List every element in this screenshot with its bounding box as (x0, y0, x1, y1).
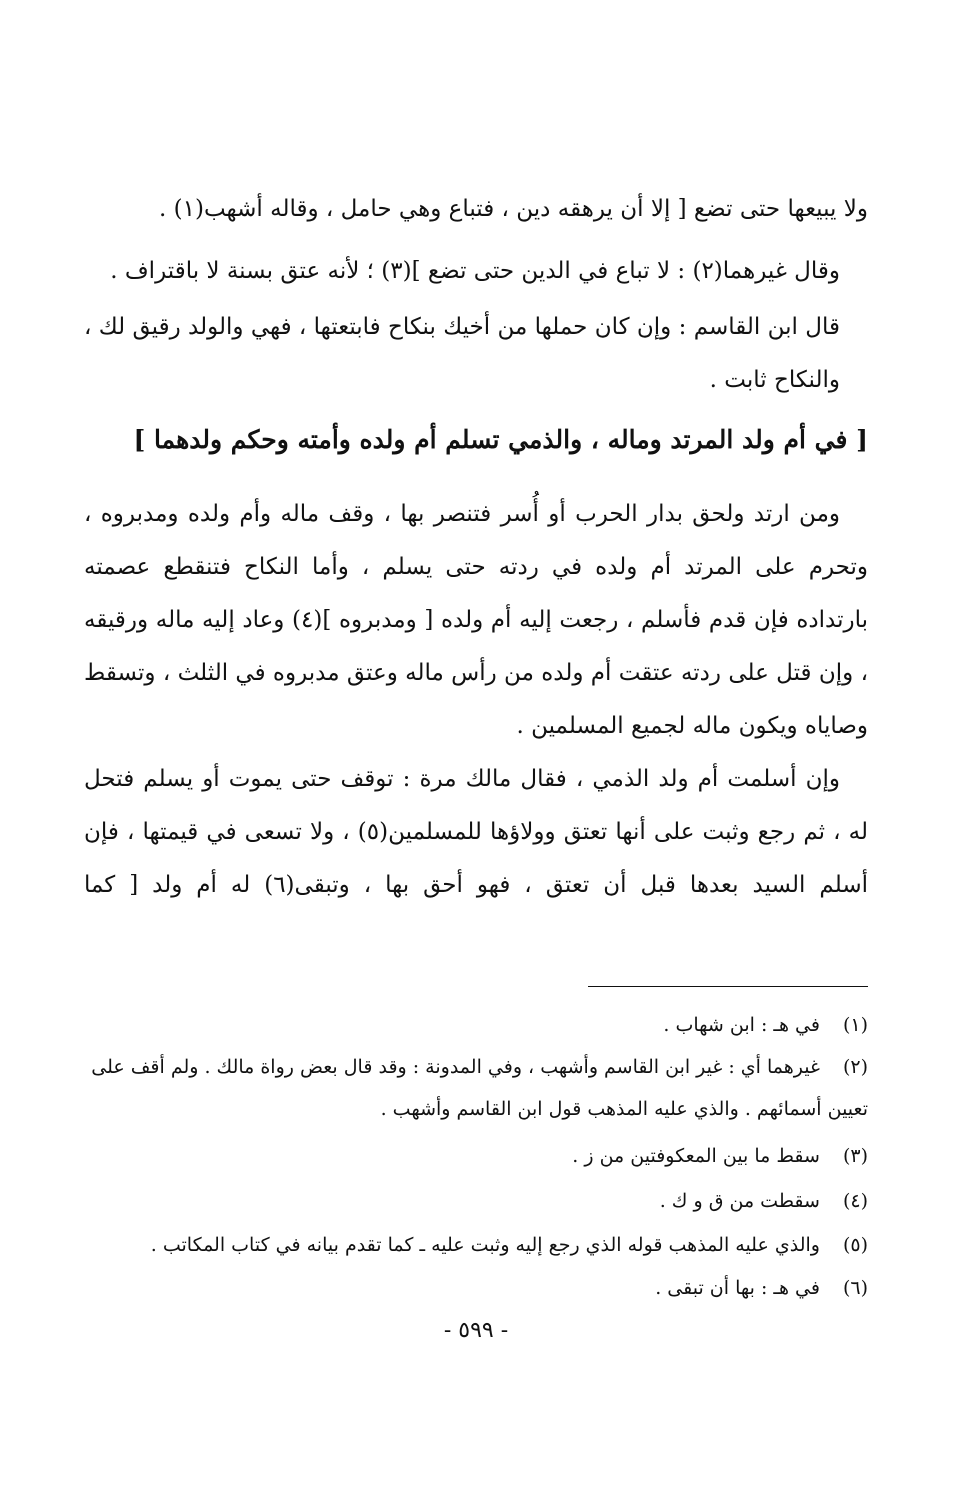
footnote-6 (84, 1267, 868, 1309)
section-heading: [ في أم ولد المرتد وماله ، والذمي تسلم أم ولده وأمته وحكم ولدهما ] (133, 425, 868, 454)
footnote-text: غيرهما أي : غير ابن القاسم وأشهب ، وفي المدونة : وقد قال بعض رواة مالك . ولم أقف على تعيين أسمائهم . والذي عليه المذهب قول ابن القاسم وأشهب . (91, 1056, 868, 1120)
footnote-number: (٥) (842, 1234, 868, 1256)
footnote-3 (84, 1135, 868, 1177)
footnote-number: (٣) (842, 1145, 868, 1167)
footnote-text: والذي عليه المذهب قوله الذي رجع إليه وثبت عليه ـ كما تقدم بيانه في كتاب المكاتب . (150, 1234, 820, 1256)
body-paragraph-1: ومن ارتد ولحق بدار الحرب أو أُسر فتنصر بها ، وقف ماله وأم ولده ومدبروه ، وتحرم على المرتد أم ولده في ردته حتى يسلم ، وأما النكاح فتنقطع عصمته بارتداده فإن قدم فأسلم ، رجعت إليه أم ولده [ ومدبروه ](٤) وعاد إليه ماله ورقيقه ، وإن قتل على ردته عتقت أم ولده من رأس ماله وعتق مدبروه في الثلث ، وتسقط وصاياه ويكون ماله لجميع المسلمين . (84, 501, 869, 739)
footnote-number: (٢) (842, 1056, 868, 1078)
paragraph-1: ولا يبيعها حتى تضع [ إلا أن يرهقه دين ، فتباع وهي حامل ، وقاله أشهب(١) . (159, 196, 868, 222)
page-number: - ٥٩٩ - (443, 1318, 509, 1343)
footnote-1 (84, 1004, 868, 1046)
footnote-text: في هـ : بها أن تبقى . (655, 1277, 820, 1299)
footnote-5 (84, 1224, 868, 1266)
footnote-text: سقطت من ق و ك . (659, 1190, 820, 1212)
footnote-2 (84, 1046, 868, 1130)
footnote-text: في هـ : ابن شهاب . (663, 1014, 820, 1036)
footnote-4 (84, 1180, 868, 1222)
document-page (84, 0, 868, 1494)
footnote-text: سقط ما بين المعكوفتين من ز . (572, 1145, 820, 1167)
footnote-number: (٦) (842, 1277, 868, 1299)
footnote-number: (١) (842, 1014, 868, 1036)
paragraph-2: وقال غيرهما(٢) : لا تباع في الدين حتى تضع ](٣) ؛ لأنه عتق بسنة لا باقتراف . (110, 258, 840, 284)
body-paragraph-2: وإن أسلمت أم ولد الذمي ، فقال مالك مرة : توقف حتى يموت أو يسلم فتحل له ، ثم رجع وثبت على أنها تعتق وولاؤها للمسلمين(٥) ، ولا تسعى في قيمتها ، فإن أسلم السيد بعدها قبل أن تعتق ، فهو أحق بها ، وتبقى(٦) له أم ولد [ كما (84, 766, 868, 898)
footnote-separator (588, 986, 868, 987)
footnote-number: (٤) (842, 1190, 868, 1212)
paragraph-3: قال ابن القاسم : وإن كان حملها من أخيك بنكاح فابتعتها ، فهي والولد رقيق لك ، والنكاح ثابت . (84, 314, 840, 393)
